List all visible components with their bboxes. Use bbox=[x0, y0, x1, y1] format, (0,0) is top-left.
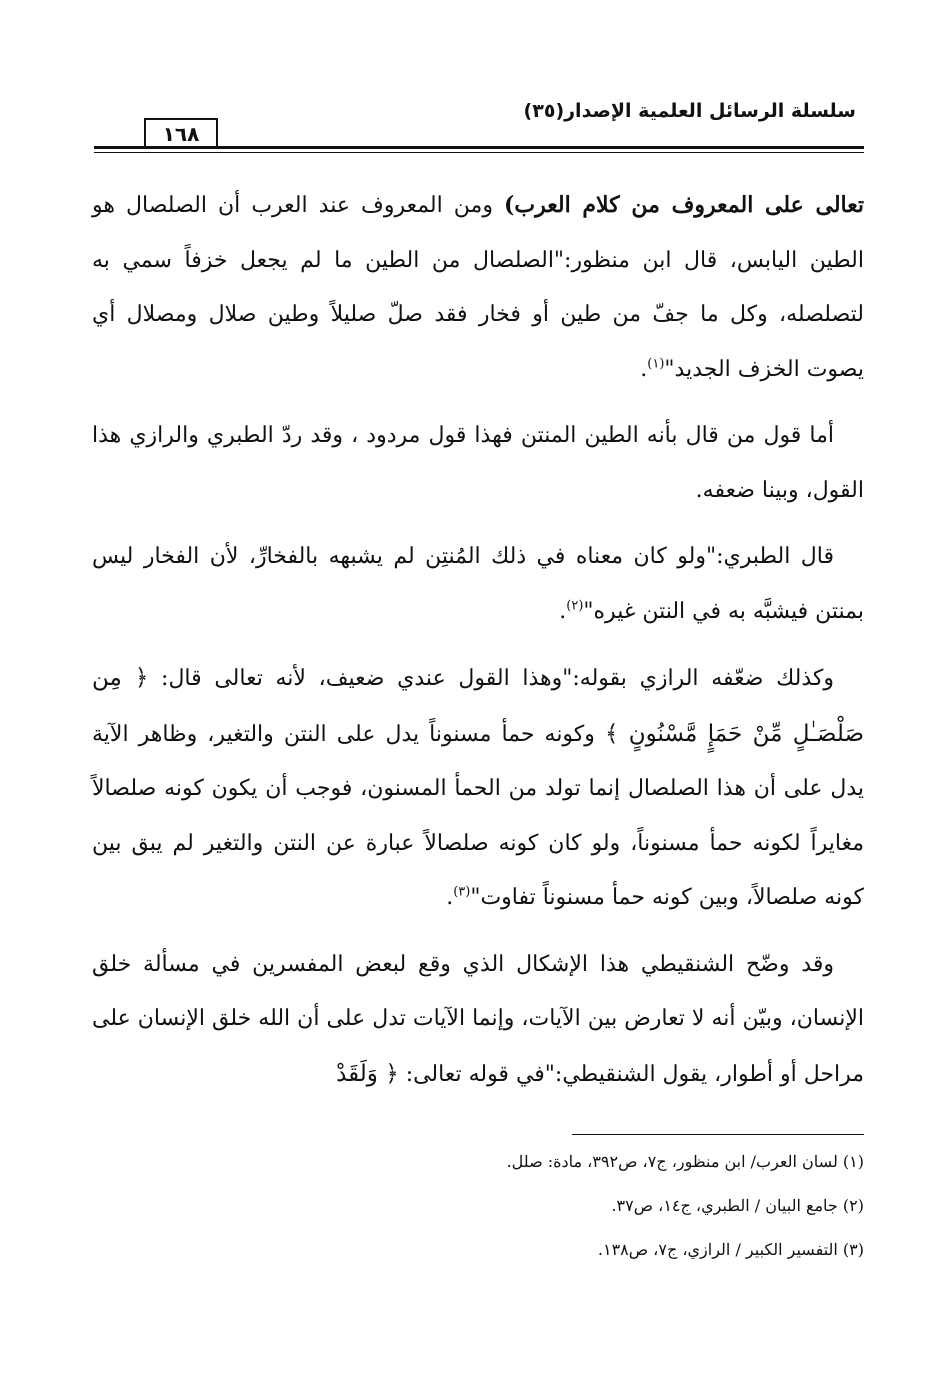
page-number-box bbox=[144, 118, 218, 148]
header-rule-thin bbox=[94, 152, 864, 153]
running-header-series-title: سلسلة الرسائل العلمية الإصدار(٣٥) bbox=[523, 100, 856, 122]
bold-phrase: تعالى على المعروف من كلام العرب) bbox=[504, 192, 864, 218]
paragraph-4: وكذلك ضعّفه الرازي بقوله:"وهذا القول عندي ضعيف، لأنه تعالى قال: ﴿ مِن صَلْصَـٰلٍ مِّنْ حَمَإٍ مَّسْنُونٍ ﴾ وكونه حمأ مسنوناً يدل على النتن والتغير، وظاهر الآية يدل على أن هذا الصلصال إنما تولد من الحمأ المسنون، فوجب أن يكون كونه صلصالاً مغايراً لكونه حمأ مسنوناً، ولو كان كونه صلصالاً عبارة عن النتن والتغير لم يبق بين كونه صلصالاً، وبين كونه حمأ مسنوناً تفاوت"$^{(٣)}$. bbox=[92, 665, 864, 910]
paragraph-3: قال الطبري:"ولو كان معناه في ذلك المُنتِن لم يشبهه بالفخارِّ، لأن الفخار ليس بمنتن فيشبَّه به في النتن غيره"$^{(٢)}$. bbox=[92, 544, 864, 624]
footnote-separator bbox=[572, 1134, 864, 1135]
quranic-verse: ﴿ مِن صَلْصَـٰلٍ مِّنْ حَمَإٍ مَّسْنُونٍ ﴾ bbox=[92, 665, 864, 747]
footnote-3: (٣) التفسير الكبير / الرازي، ج٧، ص١٣٨. bbox=[597, 1240, 864, 1259]
footnote-1: (١) لسان العرب/ ابن منظور، ج٧، ص٣٩٢، مادة: صلل. bbox=[506, 1152, 864, 1171]
paragraph-1: تعالى على المعروف من كلام العرب) ومن المعروف عند العرب أن الصلصال هو الطين اليابس، قال ابن منظور:"الصلصال من الطين ما لم يجعل خزفاً سمي به لتصلصله، وكل ما جفّ من طين أو فخار فقد صلّ صليلاً وطين صلال ومصلال أي يصوت الخزف الجديد"$^{(١)}$. bbox=[92, 192, 864, 382]
header-rule-thick bbox=[94, 146, 864, 149]
body-text bbox=[92, 178, 864, 1102]
paragraph-2: أما قول من قال بأنه الطين المنتن فهذا قول مردود ، وقد ردّ الطبري والرازي هذا القول، وبينا ضعفه. bbox=[92, 423, 864, 503]
quranic-verse-start: ﴿ وَلَقَدْ bbox=[336, 1060, 399, 1087]
page-number: ١٦٨ bbox=[162, 122, 200, 146]
paragraph-5: وقد وضّح الشنقيطي هذا الإشكال الذي وقع لبعض المفسرين في مسألة خلق الإنسان، وبيّن أنه لا تعارض بين الآيات، وإنما الآيات تدل على أن الله خلق الإنسان على مراحل أو أطوار، يقول الشنقيطي:"في قوله تعالى: ﴿ وَلَقَدْ bbox=[92, 951, 864, 1087]
footnote-2: (٢) جامع البيان / الطبري، ج١٤، ص٣٧. bbox=[611, 1196, 864, 1215]
